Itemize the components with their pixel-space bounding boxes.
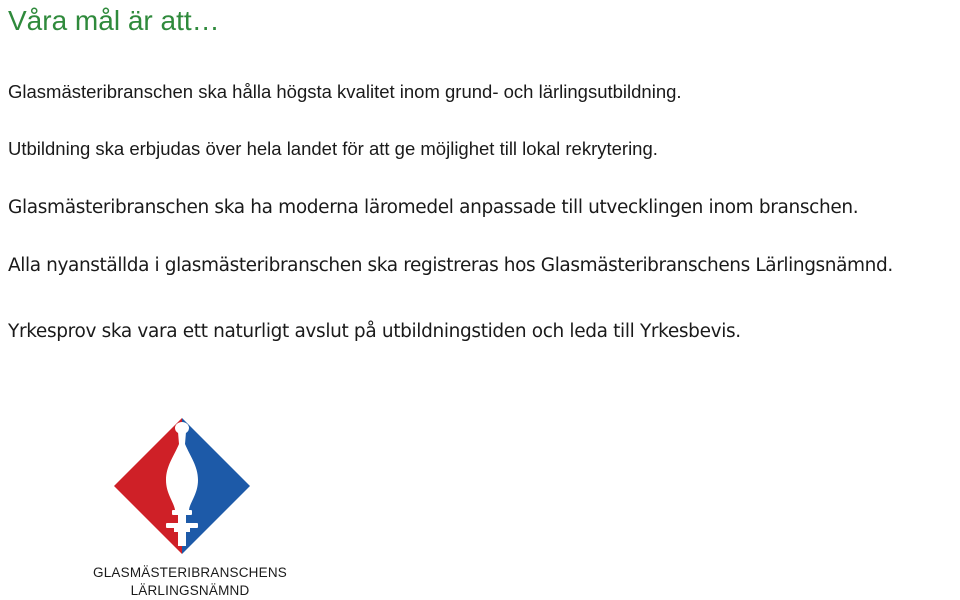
list-item: Utbildning ska erbjudas över hela landet för att ge möjlighet till lokal rekrytering.: [8, 138, 658, 159]
list-item: Glasmästeribranschen ska ha moderna läromedel anpassade till utvecklingen inom branschen.: [8, 197, 859, 218]
list-item: Alla nyanställda i glasmästeribranschen ska registreras hos Glasmästeribranschens Lärlingsnämnd.: [8, 255, 893, 276]
organization-logo: [70, 410, 310, 598]
list-item: Yrkesprov ska vara ett naturligt avslut på utbildningstiden och leda till Yrkesbevis.: [8, 321, 741, 342]
logo-wordmark-line-2: LÄRLINGSNÄMND: [130, 583, 250, 598]
glass-pipe-diamond-icon: [112, 416, 252, 556]
page-title: Våra mål är att…: [8, 5, 220, 36]
logo-wordmark-line-1: GLASMÄSTERIBRANSCHENS: [93, 565, 287, 580]
list-item: Glasmästeribranschen ska hålla högsta kvalitet inom grund- och lärlingsutbildning.: [8, 81, 682, 102]
